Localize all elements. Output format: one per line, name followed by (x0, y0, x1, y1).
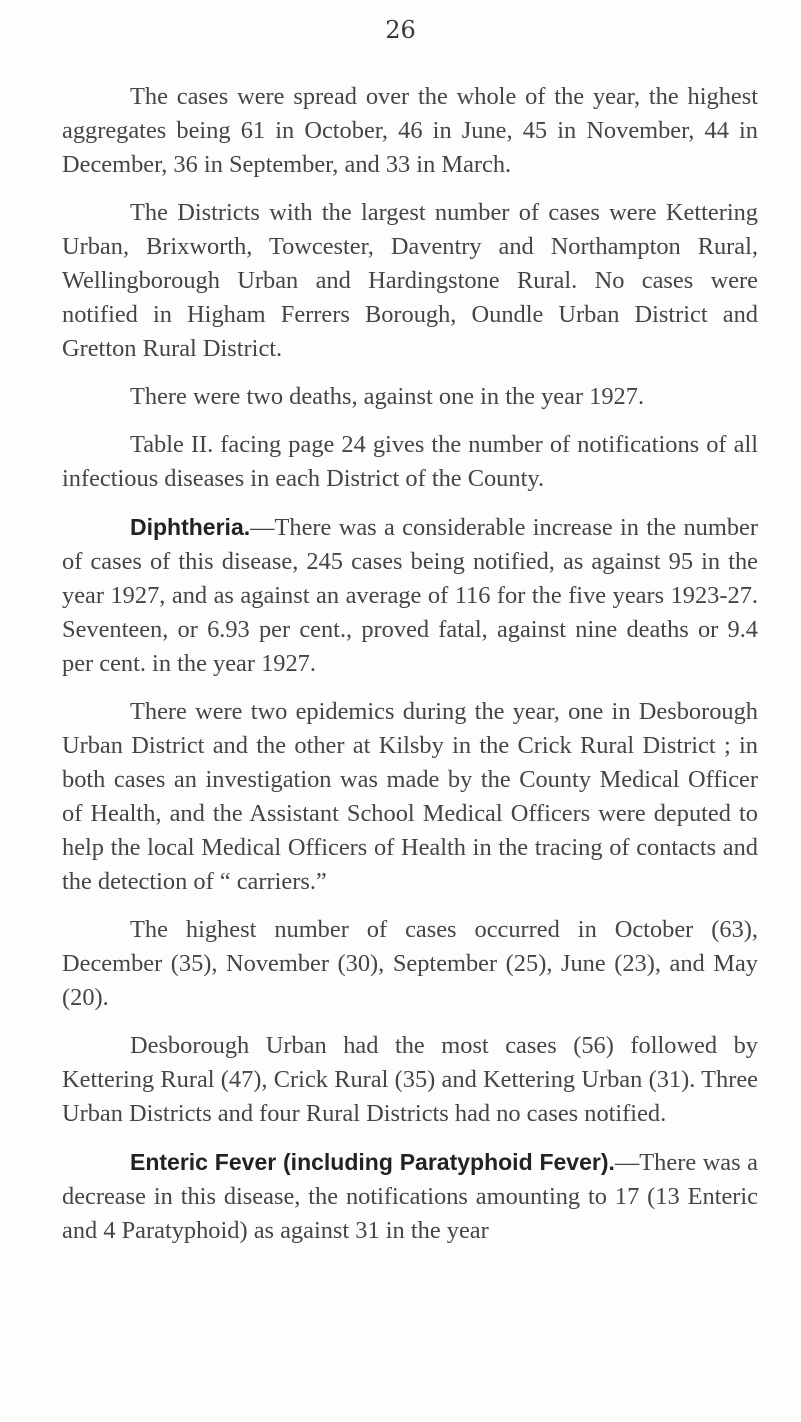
paragraph-epidemics (62, 695, 758, 899)
paragraph-table-reference (62, 428, 758, 496)
paragraph-text: —There was a decrease in this disease, the notifications amounting to 17 (13 Enteric and 4 Paratyphoid) as against 31 in the year (62, 1149, 758, 1244)
paragraph-deaths (62, 380, 758, 414)
paragraph-highest-number (62, 913, 758, 1015)
paragraph-text: The cases were spread over the whole of the year, the highest aggregates being 61 in October, 46 in June, 45 in November, 44 in December, 36 in September, and 33 in March. (62, 83, 758, 178)
paragraph-enteric-fever (62, 1145, 758, 1248)
section-heading-diphtheria: Diphtheria. (130, 514, 251, 540)
paragraph-text: The highest number of cases occurred in October (63), December (35), November (30), September (25), June (23), and May (20). (62, 916, 758, 1011)
body-text (62, 80, 758, 1262)
paragraph-text: Desborough Urban had the most cases (56) followed by Kettering Rural (47), Crick Rural (35) and Kettering Urban (31). Three Urban Districts and four Rural Districts had no cases notified. (62, 1032, 758, 1127)
paragraph-text: There were two deaths, against one in the year 1927. (130, 383, 645, 410)
paragraph-text: The Districts with the largest number of cases were Kettering Urban, Brixworth, Towcester, Daventry and Northampton Rural, Wellingborough Urban and Hardingstone Rural. No cases were notified in Higham Ferrers Borough, Oundle Urban District and Gretton Rural District. (62, 199, 758, 362)
paragraph-districts-largest (62, 196, 758, 366)
paragraph-text: —There was a considerable increase in the number of cases of this disease, 245 cases being notified, as against 95 in the year 1927, and as against an average of 116 for the five years 1923-27. Seventeen, or 6.93 per cent., proved fatal, against nine deaths or 9.4 per cent. in the year 1927. (62, 514, 758, 677)
section-heading-enteric-fever: Enteric Fever (including Paratyphoid Fever). (130, 1149, 615, 1175)
paragraph-cases-spread (62, 80, 758, 182)
page-number: 26 (385, 16, 416, 44)
paragraph-diphtheria (62, 510, 758, 681)
paragraph-desborough (62, 1029, 758, 1131)
paragraph-text: There were two epidemics during the year, one in Desborough Urban District and the other at Kilsby in the Crick Rural District ; in both cases an investigation was made by the County Medical Officer of Health, and the Assistant School Medical Officers were deputed to help the local Medical Officers of Health in the tracing of contacts and the detection of “ carriers.” (62, 698, 758, 895)
paragraph-text: Table II. facing page 24 gives the number of notifications of all infectious diseases in each District of the County. (62, 431, 758, 492)
